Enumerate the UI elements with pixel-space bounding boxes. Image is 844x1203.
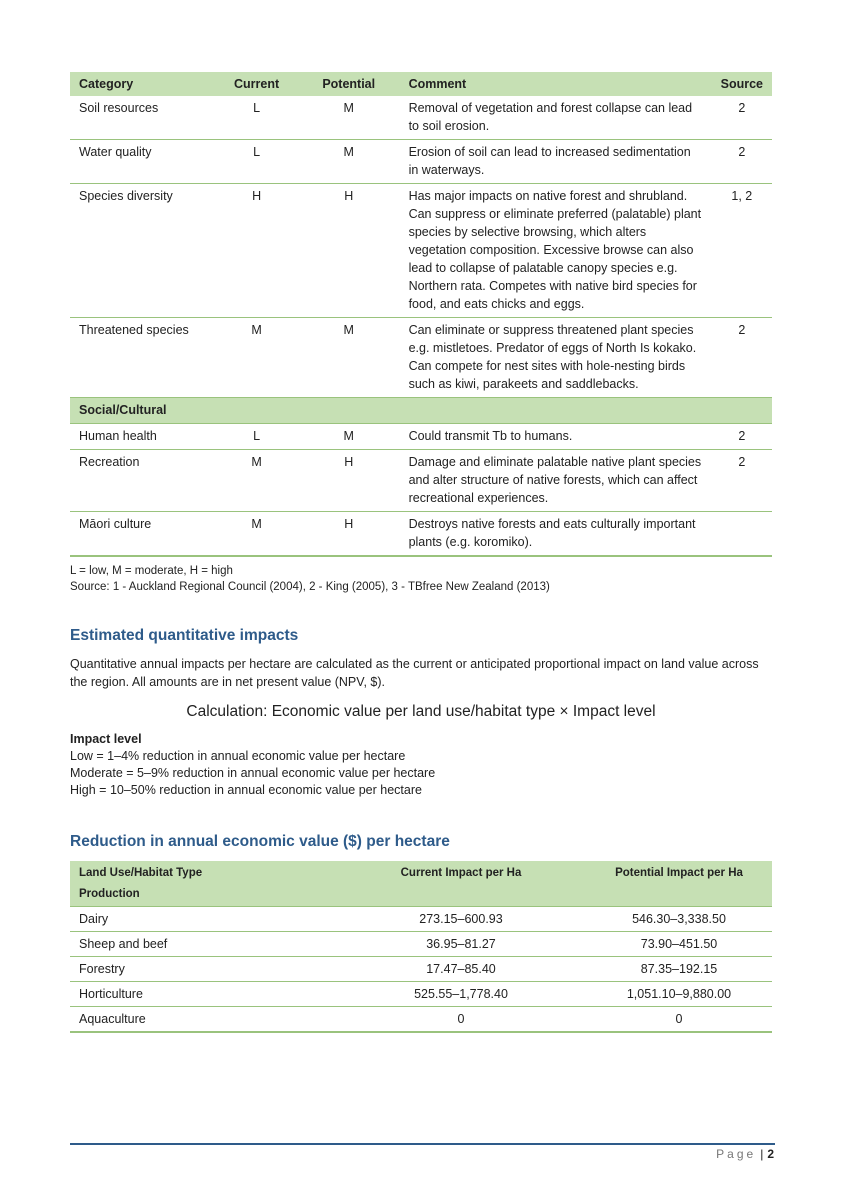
current-impact-cell: 525.55–1,778.40 — [336, 982, 586, 1007]
comment-cell: Could transmit Tb to humans. — [400, 424, 712, 450]
current-impact-cell: 36.95–81.27 — [336, 932, 586, 957]
table-row — [70, 184, 772, 318]
current-cell: M — [215, 512, 298, 557]
impact-level-low: Low = 1–4% reduction in annual economic value per hectare — [70, 749, 406, 763]
table-row — [70, 318, 772, 398]
table-row — [70, 907, 772, 932]
page-label: Page — [716, 1147, 757, 1161]
reduction-table-header — [70, 861, 772, 883]
header-potential: Potential — [298, 72, 400, 96]
land-use-cell: Forestry — [70, 957, 336, 982]
table-row — [70, 982, 772, 1007]
source-cell — [712, 512, 772, 557]
comment-cell: Has major impacts on native forest and shrubland. Can suppress or eliminate preferred (palatable) plant species by selective browsing, which alters vegetation composition. Excessive browse can also lead to collapse of palatable canopy species e.g. Northern rata. Competes with native bird species for food, and eats chicks and eggs. — [400, 184, 712, 318]
source-cell: 2 — [712, 424, 772, 450]
current-impact-cell: 0 — [336, 1007, 586, 1033]
category-cell: Threatened species — [70, 318, 215, 398]
source-cell: 1, 2 — [712, 184, 772, 318]
potential-cell: M — [298, 318, 400, 398]
impact-levels — [70, 731, 772, 799]
land-use-cell: Sheep and beef — [70, 932, 336, 957]
potential-impact-cell: 1,051.10–9,880.00 — [586, 982, 772, 1007]
legend-note: L = low, M = moderate, H = high — [70, 565, 233, 577]
land-use-cell: Dairy — [70, 907, 336, 932]
table-row — [70, 1007, 772, 1033]
table-row — [70, 450, 772, 512]
table-row — [70, 140, 772, 184]
category-cell: Recreation — [70, 450, 215, 512]
source-cell: 2 — [712, 450, 772, 512]
header-current-impact: Current Impact per Ha — [336, 861, 586, 883]
category-cell: Soil resources — [70, 96, 215, 140]
current-cell: L — [215, 96, 298, 140]
table-row — [70, 512, 772, 557]
table-row — [70, 96, 772, 140]
category-cell: Species diversity — [70, 184, 215, 318]
impacts-table-header — [70, 72, 772, 96]
header-current: Current — [215, 72, 298, 96]
header-potential-impact: Potential Impact per Ha — [586, 861, 772, 883]
source-note: Source: 1 - Auckland Regional Council (2004), 2 - King (2005), 3 - TBfree New Zealand (2013) — [70, 581, 550, 593]
current-cell: L — [215, 424, 298, 450]
page-separator: | — [760, 1147, 764, 1161]
land-use-cell: Aquaculture — [70, 1007, 336, 1033]
potential-impact-cell: 546.30–3,338.50 — [586, 907, 772, 932]
comment-cell: Can eliminate or suppress threatened plant species e.g. mistletoes. Predator of eggs of North Is kokako. Can compete for nest sites with hole-nesting birds such as kiwi, parakeets and saddlebacks. — [400, 318, 712, 398]
current-cell: M — [215, 450, 298, 512]
potential-impact-cell: 87.35–192.15 — [586, 957, 772, 982]
comment-cell: Erosion of soil can lead to increased sedimentation in waterways. — [400, 140, 712, 184]
potential-cell: H — [298, 512, 400, 557]
reduction-table — [70, 861, 772, 1033]
source-cell: 2 — [712, 318, 772, 398]
current-cell: L — [215, 140, 298, 184]
current-cell: M — [215, 318, 298, 398]
group-label: Social/Cultural — [70, 398, 772, 424]
header-comment: Comment — [400, 72, 712, 96]
group-row-social-cultural — [70, 398, 772, 424]
source-cell: 2 — [712, 96, 772, 140]
header-land-use: Land Use/Habitat Type — [70, 861, 336, 883]
impact-level-moderate: Moderate = 5–9% reduction in annual economic value per hectare — [70, 766, 436, 780]
reduction-heading: Reduction in annual economic value ($) per hectare — [70, 833, 450, 850]
page-number: 2 — [767, 1147, 774, 1161]
impacts-table — [70, 72, 772, 557]
footer-divider — [70, 1143, 775, 1145]
header-category: Category — [70, 72, 215, 96]
current-impact-cell: 17.47–85.40 — [336, 957, 586, 982]
impact-level-heading: Impact level — [70, 732, 142, 746]
table-row — [70, 957, 772, 982]
page-content — [70, 72, 772, 1033]
potential-cell: M — [298, 424, 400, 450]
subheading-row-production — [70, 883, 772, 907]
table-notes — [70, 563, 772, 595]
potential-impact-cell: 0 — [586, 1007, 772, 1033]
impact-level-high: High = 10–50% reduction in annual economic value per hectare — [70, 783, 422, 797]
subheading-production: Production — [70, 883, 772, 907]
source-cell: 2 — [712, 140, 772, 184]
potential-cell: H — [298, 184, 400, 318]
header-source: Source — [712, 72, 772, 96]
estimated-impacts-body: Quantitative annual impacts per hectare are calculated as the current or anticipated proportional impact on land value across the region. All amounts are in net present value (NPV, $). — [70, 657, 759, 689]
potential-impact-cell: 73.90–451.50 — [586, 932, 772, 957]
current-impact-cell: 273.15–600.93 — [336, 907, 586, 932]
table-row — [70, 424, 772, 450]
calculation-formula: Calculation: Economic value per land use/habitat type × Impact level — [186, 703, 656, 720]
land-use-cell: Horticulture — [70, 982, 336, 1007]
comment-cell: Destroys native forests and eats culturally important plants (e.g. koromiko). — [400, 512, 712, 557]
category-cell: Human health — [70, 424, 215, 450]
category-cell: Water quality — [70, 140, 215, 184]
current-cell: H — [215, 184, 298, 318]
potential-cell: H — [298, 450, 400, 512]
page-footer — [716, 1147, 774, 1161]
category-cell: Māori culture — [70, 512, 215, 557]
potential-cell: M — [298, 140, 400, 184]
comment-cell: Damage and eliminate palatable native plant species and alter structure of native forests, which can affect recreational experiences. — [400, 450, 712, 512]
table-row — [70, 932, 772, 957]
potential-cell: M — [298, 96, 400, 140]
comment-cell: Removal of vegetation and forest collapse can lead to soil erosion. — [400, 96, 712, 140]
estimated-impacts-heading: Estimated quantitative impacts — [70, 627, 299, 644]
